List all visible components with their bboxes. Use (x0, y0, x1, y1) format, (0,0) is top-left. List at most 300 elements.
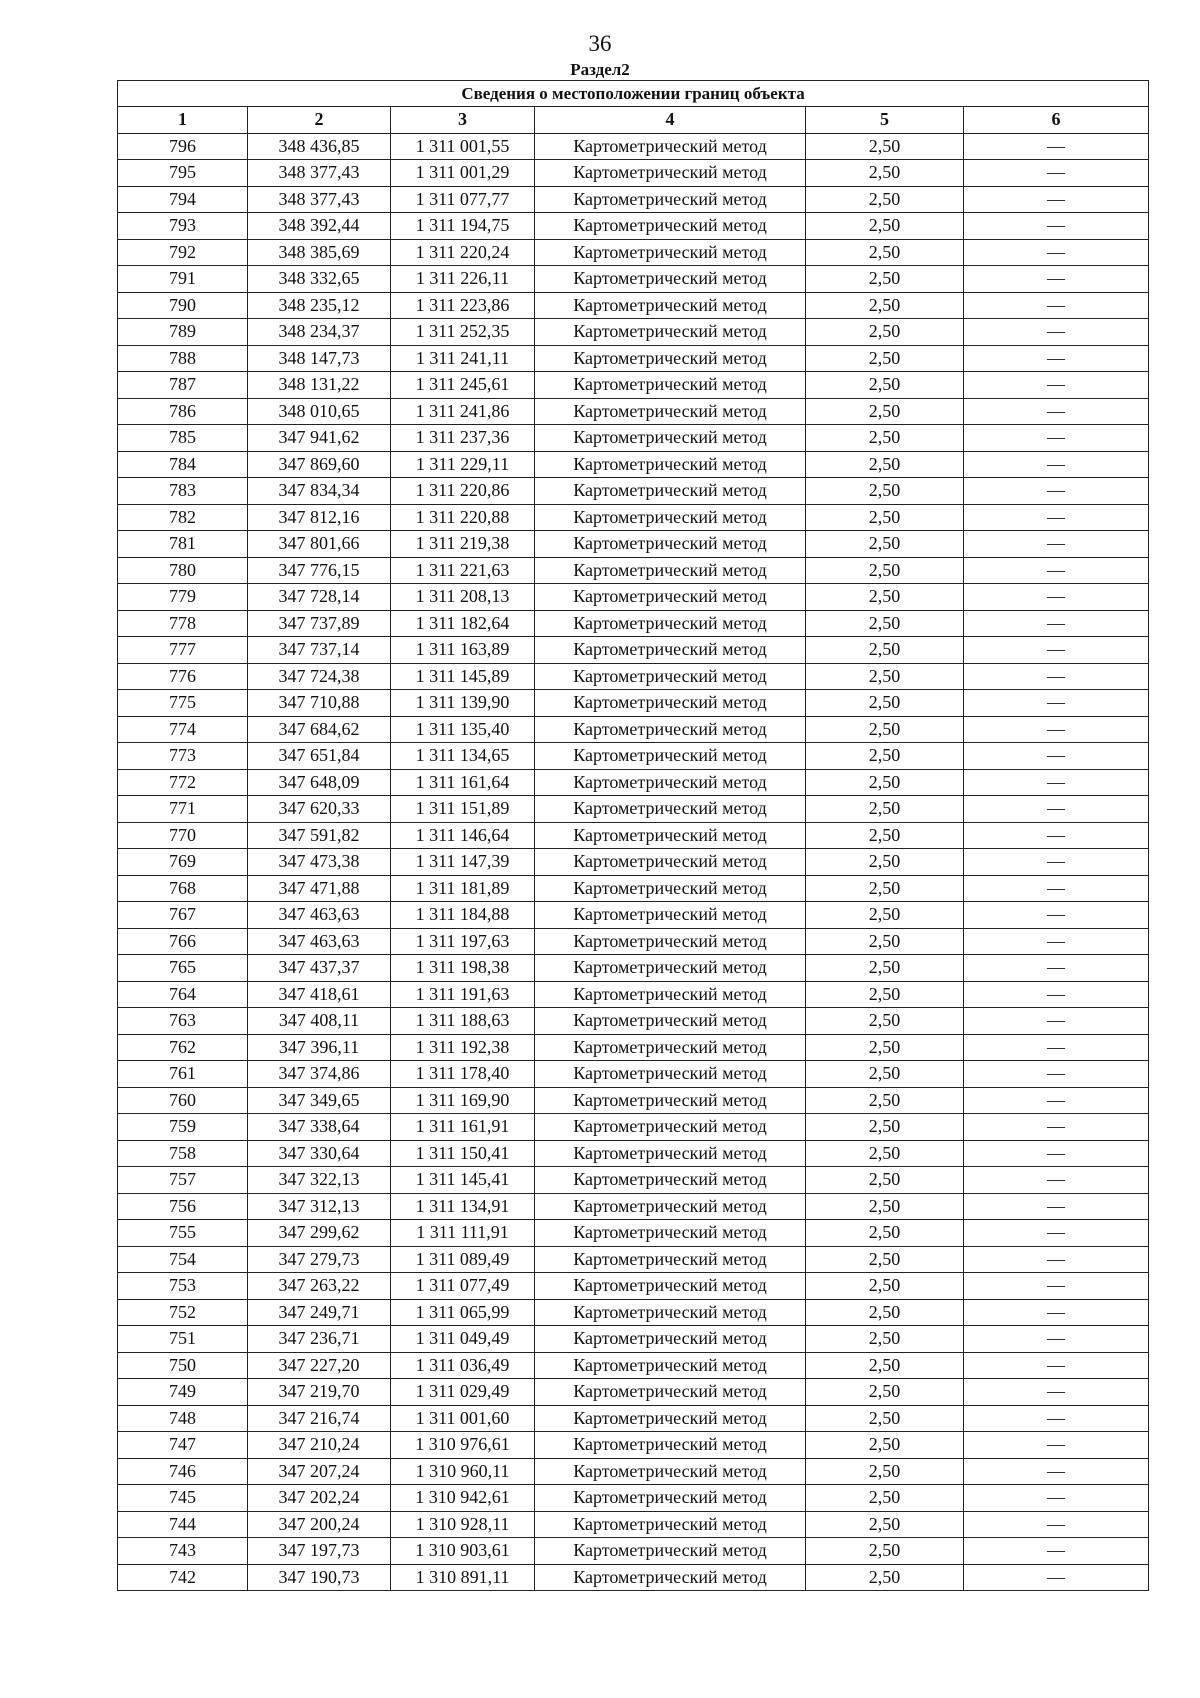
accuracy-cell: 2,50 (806, 451, 964, 478)
y-coordinate-cell: 1 311 194,75 (391, 213, 535, 240)
x-coordinate-cell: 347 471,88 (248, 875, 391, 902)
page-number: 36 (588, 31, 612, 56)
description-cell: — (964, 133, 1149, 160)
x-coordinate-cell: 347 210,24 (248, 1432, 391, 1459)
description-cell: — (964, 213, 1149, 240)
accuracy-cell: 2,50 (806, 1193, 964, 1220)
accuracy-cell: 2,50 (806, 1140, 964, 1167)
table-row (118, 610, 1149, 637)
accuracy-cell: 2,50 (806, 637, 964, 664)
x-coordinate-cell: 347 648,09 (248, 769, 391, 796)
table-row (118, 1220, 1149, 1247)
method-cell: Картометрический метод (535, 1379, 806, 1406)
point-number-cell: 751 (118, 1326, 248, 1353)
table-row (118, 133, 1149, 160)
table-body (118, 133, 1149, 1591)
accuracy-cell: 2,50 (806, 1352, 964, 1379)
x-coordinate-cell: 347 197,73 (248, 1538, 391, 1565)
point-number-cell: 758 (118, 1140, 248, 1167)
point-number-cell: 776 (118, 663, 248, 690)
x-coordinate-cell: 347 834,34 (248, 478, 391, 505)
table-row (118, 1485, 1149, 1512)
x-coordinate-cell: 347 263,22 (248, 1273, 391, 1300)
accuracy-cell: 2,50 (806, 160, 964, 187)
x-coordinate-cell: 347 710,88 (248, 690, 391, 717)
x-coordinate-cell: 348 010,65 (248, 398, 391, 425)
description-cell: — (964, 345, 1149, 372)
table-caption: Сведения о местоположении границ объекта (118, 81, 1149, 107)
description-cell: — (964, 1511, 1149, 1538)
y-coordinate-cell: 1 311 237,36 (391, 425, 535, 452)
table-row (118, 213, 1149, 240)
y-coordinate-cell: 1 311 220,86 (391, 478, 535, 505)
column-header: 2 (248, 107, 391, 134)
point-number-cell: 757 (118, 1167, 248, 1194)
method-cell: Картометрический метод (535, 1246, 806, 1273)
description-cell: — (964, 716, 1149, 743)
point-number-cell: 787 (118, 372, 248, 399)
section-title: Раздел2 (570, 60, 630, 79)
point-number-cell: 786 (118, 398, 248, 425)
point-number-cell: 773 (118, 743, 248, 770)
point-number-cell: 742 (118, 1564, 248, 1591)
accuracy-cell: 2,50 (806, 902, 964, 929)
y-coordinate-cell: 1 311 151,89 (391, 796, 535, 823)
accuracy-cell: 2,50 (806, 875, 964, 902)
method-cell: Картометрический метод (535, 372, 806, 399)
table-row (118, 1379, 1149, 1406)
x-coordinate-cell: 347 216,74 (248, 1405, 391, 1432)
description-cell: — (964, 928, 1149, 955)
point-number-cell: 772 (118, 769, 248, 796)
method-cell: Картометрический метод (535, 292, 806, 319)
table-row (118, 345, 1149, 372)
x-coordinate-cell: 347 812,16 (248, 504, 391, 531)
accuracy-cell: 2,50 (806, 557, 964, 584)
table-row (118, 1087, 1149, 1114)
x-coordinate-cell: 347 737,89 (248, 610, 391, 637)
description-cell: — (964, 1485, 1149, 1512)
accuracy-cell: 2,50 (806, 1061, 964, 1088)
method-cell: Картометрический метод (535, 610, 806, 637)
point-number-cell: 771 (118, 796, 248, 823)
y-coordinate-cell: 1 311 145,89 (391, 663, 535, 690)
description-cell: — (964, 1193, 1149, 1220)
x-coordinate-cell: 347 801,66 (248, 531, 391, 558)
y-coordinate-cell: 1 311 065,99 (391, 1299, 535, 1326)
method-cell: Картометрический метод (535, 1034, 806, 1061)
y-coordinate-cell: 1 311 147,39 (391, 849, 535, 876)
y-coordinate-cell: 1 311 134,91 (391, 1193, 535, 1220)
table-row (118, 1432, 1149, 1459)
table-row (118, 769, 1149, 796)
boundary-coordinates-table (117, 80, 1149, 1591)
accuracy-cell: 2,50 (806, 743, 964, 770)
x-coordinate-cell: 347 591,82 (248, 822, 391, 849)
x-coordinate-cell: 347 190,73 (248, 1564, 391, 1591)
x-coordinate-cell: 347 374,86 (248, 1061, 391, 1088)
table-row (118, 531, 1149, 558)
table-row (118, 955, 1149, 982)
point-number-cell: 796 (118, 133, 248, 160)
description-cell: — (964, 504, 1149, 531)
accuracy-cell: 2,50 (806, 345, 964, 372)
accuracy-cell: 2,50 (806, 955, 964, 982)
point-number-cell: 792 (118, 239, 248, 266)
accuracy-cell: 2,50 (806, 663, 964, 690)
description-cell: — (964, 160, 1149, 187)
method-cell: Картометрический метод (535, 1220, 806, 1247)
y-coordinate-cell: 1 311 135,40 (391, 716, 535, 743)
point-number-cell: 748 (118, 1405, 248, 1432)
description-cell: — (964, 1140, 1149, 1167)
method-cell: Картометрический метод (535, 1273, 806, 1300)
point-number-cell: 782 (118, 504, 248, 531)
accuracy-cell: 2,50 (806, 584, 964, 611)
y-coordinate-cell: 1 311 221,63 (391, 557, 535, 584)
method-cell: Картометрический метод (535, 1352, 806, 1379)
x-coordinate-cell: 347 349,65 (248, 1087, 391, 1114)
x-coordinate-cell: 347 227,20 (248, 1352, 391, 1379)
point-number-cell: 785 (118, 425, 248, 452)
x-coordinate-cell: 348 147,73 (248, 345, 391, 372)
accuracy-cell: 2,50 (806, 398, 964, 425)
x-coordinate-cell: 347 418,61 (248, 981, 391, 1008)
accuracy-cell: 2,50 (806, 716, 964, 743)
point-number-cell: 762 (118, 1034, 248, 1061)
point-number-cell: 780 (118, 557, 248, 584)
point-number-cell: 745 (118, 1485, 248, 1512)
y-coordinate-cell: 1 311 241,86 (391, 398, 535, 425)
accuracy-cell: 2,50 (806, 1114, 964, 1141)
description-cell: — (964, 398, 1149, 425)
description-cell: — (964, 796, 1149, 823)
accuracy-cell: 2,50 (806, 1299, 964, 1326)
y-coordinate-cell: 1 311 001,60 (391, 1405, 535, 1432)
x-coordinate-cell: 348 377,43 (248, 160, 391, 187)
y-coordinate-cell: 1 311 111,91 (391, 1220, 535, 1247)
method-cell: Картометрический метод (535, 504, 806, 531)
accuracy-cell: 2,50 (806, 822, 964, 849)
method-cell: Картометрический метод (535, 213, 806, 240)
x-coordinate-cell: 347 728,14 (248, 584, 391, 611)
point-number-cell: 779 (118, 584, 248, 611)
x-coordinate-cell: 348 235,12 (248, 292, 391, 319)
point-number-cell: 749 (118, 1379, 248, 1406)
table-row (118, 1114, 1149, 1141)
method-cell: Картометрический метод (535, 345, 806, 372)
x-coordinate-cell: 347 737,14 (248, 637, 391, 664)
y-coordinate-cell: 1 311 161,91 (391, 1114, 535, 1141)
point-number-cell: 755 (118, 1220, 248, 1247)
accuracy-cell: 2,50 (806, 796, 964, 823)
table-row (118, 849, 1149, 876)
x-coordinate-cell: 347 437,37 (248, 955, 391, 982)
y-coordinate-cell: 1 311 036,49 (391, 1352, 535, 1379)
y-coordinate-cell: 1 311 145,41 (391, 1167, 535, 1194)
table-row (118, 398, 1149, 425)
table-row (118, 1511, 1149, 1538)
accuracy-cell: 2,50 (806, 292, 964, 319)
x-coordinate-cell: 347 651,84 (248, 743, 391, 770)
description-cell: — (964, 1326, 1149, 1353)
table-row (118, 1352, 1149, 1379)
point-number-cell: 791 (118, 266, 248, 293)
method-cell: Картометрический метод (535, 1008, 806, 1035)
x-coordinate-cell: 347 724,38 (248, 663, 391, 690)
x-coordinate-cell: 347 869,60 (248, 451, 391, 478)
description-cell: — (964, 557, 1149, 584)
x-coordinate-cell: 348 377,43 (248, 186, 391, 213)
y-coordinate-cell: 1 310 960,11 (391, 1458, 535, 1485)
y-coordinate-cell: 1 311 139,90 (391, 690, 535, 717)
table-row (118, 690, 1149, 717)
accuracy-cell: 2,50 (806, 1538, 964, 1565)
point-number-cell: 750 (118, 1352, 248, 1379)
accuracy-cell: 2,50 (806, 1087, 964, 1114)
point-number-cell: 781 (118, 531, 248, 558)
table-row (118, 716, 1149, 743)
y-coordinate-cell: 1 311 029,49 (391, 1379, 535, 1406)
y-coordinate-cell: 1 310 903,61 (391, 1538, 535, 1565)
description-cell: — (964, 610, 1149, 637)
table-row (118, 1246, 1149, 1273)
y-coordinate-cell: 1 311 077,49 (391, 1273, 535, 1300)
method-cell: Картометрический метод (535, 186, 806, 213)
table-row (118, 1061, 1149, 1088)
method-cell: Картометрический метод (535, 1167, 806, 1194)
point-number-cell: 743 (118, 1538, 248, 1565)
y-coordinate-cell: 1 311 191,63 (391, 981, 535, 1008)
y-coordinate-cell: 1 310 976,61 (391, 1432, 535, 1459)
x-coordinate-cell: 347 408,11 (248, 1008, 391, 1035)
point-number-cell: 793 (118, 213, 248, 240)
table-row (118, 1193, 1149, 1220)
method-cell: Картометрический метод (535, 1087, 806, 1114)
method-cell: Картометрический метод (535, 478, 806, 505)
x-coordinate-cell: 348 234,37 (248, 319, 391, 346)
y-coordinate-cell: 1 311 146,64 (391, 822, 535, 849)
method-cell: Картометрический метод (535, 1538, 806, 1565)
table-row (118, 160, 1149, 187)
x-coordinate-cell: 348 385,69 (248, 239, 391, 266)
point-number-cell: 766 (118, 928, 248, 955)
accuracy-cell: 2,50 (806, 133, 964, 160)
y-coordinate-cell: 1 311 181,89 (391, 875, 535, 902)
description-cell: — (964, 319, 1149, 346)
description-cell: — (964, 1220, 1149, 1247)
table-row (118, 372, 1149, 399)
table-row (118, 186, 1149, 213)
method-cell: Картометрический метод (535, 663, 806, 690)
x-coordinate-cell: 347 473,38 (248, 849, 391, 876)
column-header: 1 (118, 107, 248, 134)
description-cell: — (964, 822, 1149, 849)
method-cell: Картометрический метод (535, 849, 806, 876)
y-coordinate-cell: 1 311 089,49 (391, 1246, 535, 1273)
description-cell: — (964, 239, 1149, 266)
method-cell: Картометрический метод (535, 239, 806, 266)
table-row (118, 1008, 1149, 1035)
description-cell: — (964, 1087, 1149, 1114)
method-cell: Картометрический метод (535, 133, 806, 160)
method-cell: Картометрический метод (535, 1485, 806, 1512)
y-coordinate-cell: 1 311 220,24 (391, 239, 535, 266)
point-number-cell: 790 (118, 292, 248, 319)
description-cell: — (964, 637, 1149, 664)
table-row (118, 981, 1149, 1008)
y-coordinate-cell: 1 311 001,29 (391, 160, 535, 187)
accuracy-cell: 2,50 (806, 1379, 964, 1406)
x-coordinate-cell: 347 236,71 (248, 1326, 391, 1353)
y-coordinate-cell: 1 311 192,38 (391, 1034, 535, 1061)
table-row (118, 1564, 1149, 1591)
table-row (118, 451, 1149, 478)
table-row (118, 1140, 1149, 1167)
table-row (118, 319, 1149, 346)
x-coordinate-cell: 347 312,13 (248, 1193, 391, 1220)
accuracy-cell: 2,50 (806, 504, 964, 531)
method-cell: Картометрический метод (535, 160, 806, 187)
description-cell: — (964, 849, 1149, 876)
y-coordinate-cell: 1 311 223,86 (391, 292, 535, 319)
description-cell: — (964, 1538, 1149, 1565)
y-coordinate-cell: 1 310 891,11 (391, 1564, 535, 1591)
description-cell: — (964, 1246, 1149, 1273)
x-coordinate-cell: 347 620,33 (248, 796, 391, 823)
point-number-cell: 759 (118, 1114, 248, 1141)
point-number-cell: 784 (118, 451, 248, 478)
x-coordinate-cell: 348 332,65 (248, 266, 391, 293)
y-coordinate-cell: 1 311 182,64 (391, 610, 535, 637)
accuracy-cell: 2,50 (806, 1485, 964, 1512)
description-cell: — (964, 955, 1149, 982)
y-coordinate-cell: 1 311 049,49 (391, 1326, 535, 1353)
method-cell: Картометрический метод (535, 266, 806, 293)
x-coordinate-cell: 347 202,24 (248, 1485, 391, 1512)
table-row (118, 266, 1149, 293)
description-cell: — (964, 425, 1149, 452)
y-coordinate-cell: 1 311 134,65 (391, 743, 535, 770)
table-row (118, 292, 1149, 319)
method-cell: Картометрический метод (535, 981, 806, 1008)
method-cell: Картометрический метод (535, 319, 806, 346)
method-cell: Картометрический метод (535, 1061, 806, 1088)
y-coordinate-cell: 1 310 928,11 (391, 1511, 535, 1538)
accuracy-cell: 2,50 (806, 1034, 964, 1061)
y-coordinate-cell: 1 311 220,88 (391, 504, 535, 531)
method-cell: Картометрический метод (535, 902, 806, 929)
method-cell: Картометрический метод (535, 743, 806, 770)
accuracy-cell: 2,50 (806, 610, 964, 637)
method-cell: Картометрический метод (535, 451, 806, 478)
x-coordinate-cell: 347 463,63 (248, 902, 391, 929)
table-row (118, 875, 1149, 902)
table-row (118, 1405, 1149, 1432)
y-coordinate-cell: 1 311 197,63 (391, 928, 535, 955)
table-row (118, 1167, 1149, 1194)
x-coordinate-cell: 347 396,11 (248, 1034, 391, 1061)
accuracy-cell: 2,50 (806, 478, 964, 505)
accuracy-cell: 2,50 (806, 1220, 964, 1247)
accuracy-cell: 2,50 (806, 928, 964, 955)
description-cell: — (964, 663, 1149, 690)
x-coordinate-cell: 347 322,13 (248, 1167, 391, 1194)
y-coordinate-cell: 1 311 252,35 (391, 319, 535, 346)
description-cell: — (964, 451, 1149, 478)
point-number-cell: 769 (118, 849, 248, 876)
description-cell: — (964, 292, 1149, 319)
description-cell: — (964, 981, 1149, 1008)
method-cell: Картометрический метод (535, 716, 806, 743)
description-cell: — (964, 1008, 1149, 1035)
x-coordinate-cell: 347 330,64 (248, 1140, 391, 1167)
description-cell: — (964, 1405, 1149, 1432)
point-number-cell: 763 (118, 1008, 248, 1035)
x-coordinate-cell: 347 299,62 (248, 1220, 391, 1247)
x-coordinate-cell: 347 941,62 (248, 425, 391, 452)
table-row (118, 1299, 1149, 1326)
description-cell: — (964, 1273, 1149, 1300)
description-cell: — (964, 1034, 1149, 1061)
point-number-cell: 774 (118, 716, 248, 743)
table-row (118, 1538, 1149, 1565)
point-number-cell: 744 (118, 1511, 248, 1538)
method-cell: Картометрический метод (535, 637, 806, 664)
method-cell: Картометрический метод (535, 769, 806, 796)
y-coordinate-cell: 1 311 208,13 (391, 584, 535, 611)
y-coordinate-cell: 1 311 245,61 (391, 372, 535, 399)
method-cell: Картометрический метод (535, 822, 806, 849)
y-coordinate-cell: 1 311 241,11 (391, 345, 535, 372)
accuracy-cell: 2,50 (806, 425, 964, 452)
accuracy-cell: 2,50 (806, 1326, 964, 1353)
description-cell: — (964, 743, 1149, 770)
table-row (118, 1326, 1149, 1353)
x-coordinate-cell: 347 200,24 (248, 1511, 391, 1538)
method-cell: Картометрический метод (535, 1193, 806, 1220)
y-coordinate-cell: 1 311 163,89 (391, 637, 535, 664)
column-header: 3 (391, 107, 535, 134)
description-cell: — (964, 1061, 1149, 1088)
description-cell: — (964, 769, 1149, 796)
accuracy-cell: 2,50 (806, 319, 964, 346)
description-cell: — (964, 1458, 1149, 1485)
description-cell: — (964, 1299, 1149, 1326)
y-coordinate-cell: 1 311 198,38 (391, 955, 535, 982)
method-cell: Картометрический метод (535, 1511, 806, 1538)
x-coordinate-cell: 348 131,22 (248, 372, 391, 399)
description-cell: — (964, 875, 1149, 902)
table-row (118, 1034, 1149, 1061)
description-cell: — (964, 1352, 1149, 1379)
table-row (118, 1273, 1149, 1300)
description-cell: — (964, 531, 1149, 558)
y-coordinate-cell: 1 311 188,63 (391, 1008, 535, 1035)
table-row (118, 239, 1149, 266)
y-coordinate-cell: 1 311 169,90 (391, 1087, 535, 1114)
method-cell: Картометрический метод (535, 398, 806, 425)
accuracy-cell: 2,50 (806, 1405, 964, 1432)
point-number-cell: 746 (118, 1458, 248, 1485)
point-number-cell: 775 (118, 690, 248, 717)
point-number-cell: 794 (118, 186, 248, 213)
point-number-cell: 789 (118, 319, 248, 346)
method-cell: Картометрический метод (535, 557, 806, 584)
point-number-cell: 765 (118, 955, 248, 982)
table-row (118, 796, 1149, 823)
x-coordinate-cell: 347 776,15 (248, 557, 391, 584)
